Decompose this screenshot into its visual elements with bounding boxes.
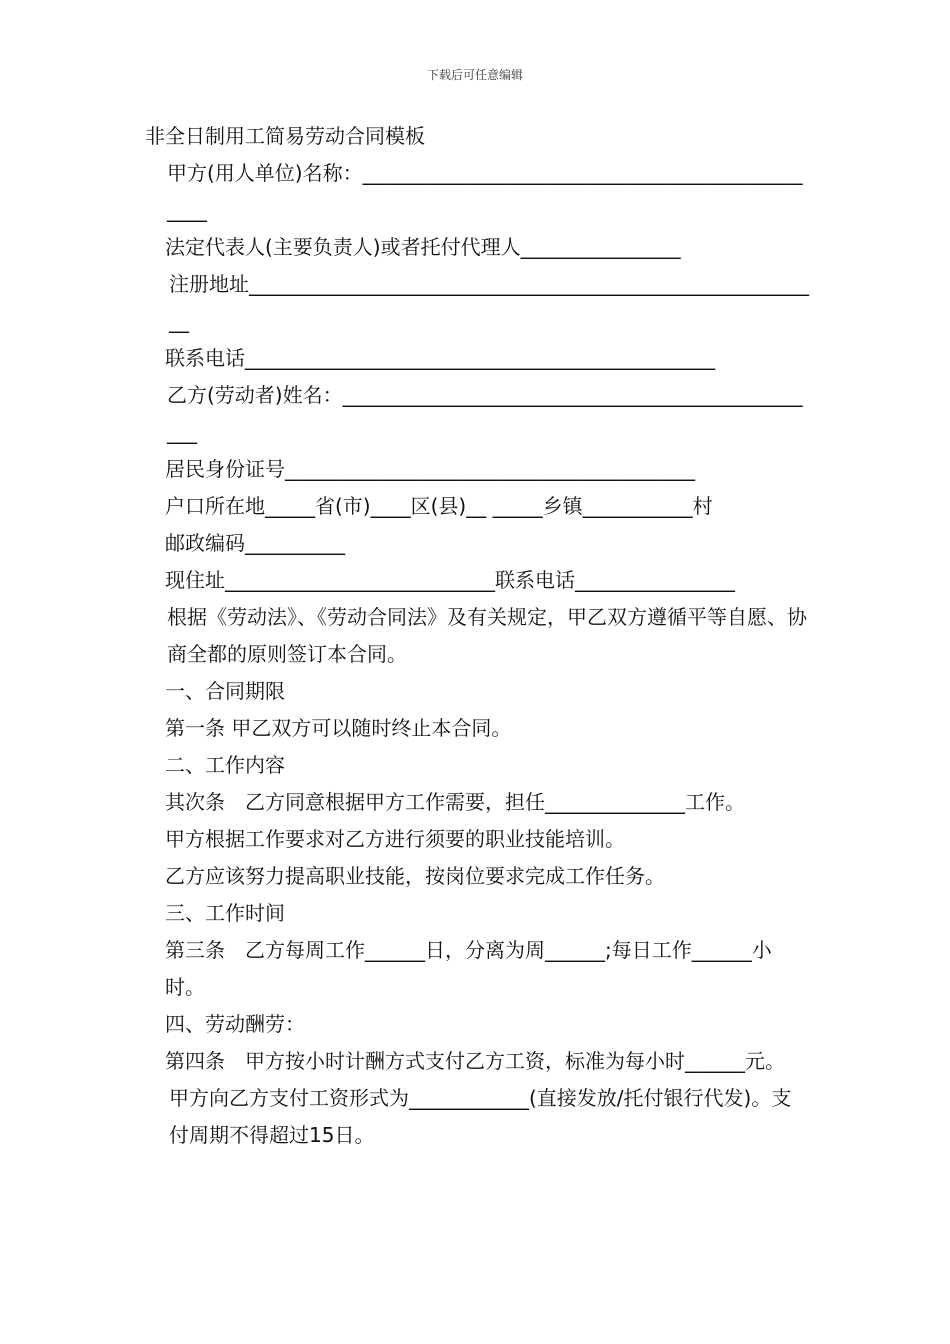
article-4: 第四条 甲方按小时计酬方式支付乙方工资，标准为每小时______元。	[165, 1049, 785, 1073]
registered-address-line: 注册地址__________________________________________________________	[169, 272, 809, 333]
postal-code-line: 邮政编码__________	[165, 531, 345, 555]
section-heading-remuneration: 四、劳动酬劳：	[165, 1012, 305, 1036]
contract-body	[145, 118, 810, 1154]
article-1: 第一条 甲乙双方可以随时终止本合同。	[165, 716, 512, 740]
payment-method-line: 甲方向乙方支付工资形式为____________(直接发放/托付银行代发)。支付周期不得超过15日。	[169, 1086, 792, 1147]
article-2: 其次条 乙方同意根据甲方工作需要，担任______________工作。	[165, 790, 745, 814]
section-heading-work-content: 二、工作内容	[165, 753, 285, 777]
section-heading-term: 一、合同期限	[165, 679, 285, 703]
article-3: 第三条 乙方每周工作______日，分离为周______;每日工作______小时。	[165, 938, 772, 999]
preamble-paragraph: 根据《劳动法》、《劳动合同法》及有关规定，甲乙双方遵循平等自愿、协商全都的原则签订本合同。	[167, 605, 807, 666]
party-b-name-line: 乙方(劳动者)姓名：_________________________________________________	[167, 383, 803, 444]
section-heading-work-time: 三、工作时间	[165, 901, 285, 925]
party-a-phone-line: 联系电话_______________________________________________	[165, 346, 715, 370]
document-title: 非全日制用工简易劳动合同模板	[145, 124, 425, 148]
page-header-note: 下载后可任意编辑	[426, 68, 523, 82]
duty-line: 乙方应该努力提高职业技能，按岗位要求完成工作任务。	[165, 864, 665, 888]
current-address-line: 现住址___________________________联系电话________________	[165, 568, 735, 592]
party-a-name-line: 甲方(用人单位)名称：________________________________________________	[167, 161, 803, 222]
id-card-line: 居民身份证号_________________________________________	[165, 457, 695, 481]
household-register-line: 户口所在地_____省(市)____区(县)__ _____乡镇___________村	[165, 494, 713, 518]
training-line: 甲方根据工作要求对乙方进行须要的职业技能培训。	[165, 827, 625, 851]
legal-representative-line: 法定代表人(主要负责人)或者托付代理人________________	[165, 235, 681, 259]
